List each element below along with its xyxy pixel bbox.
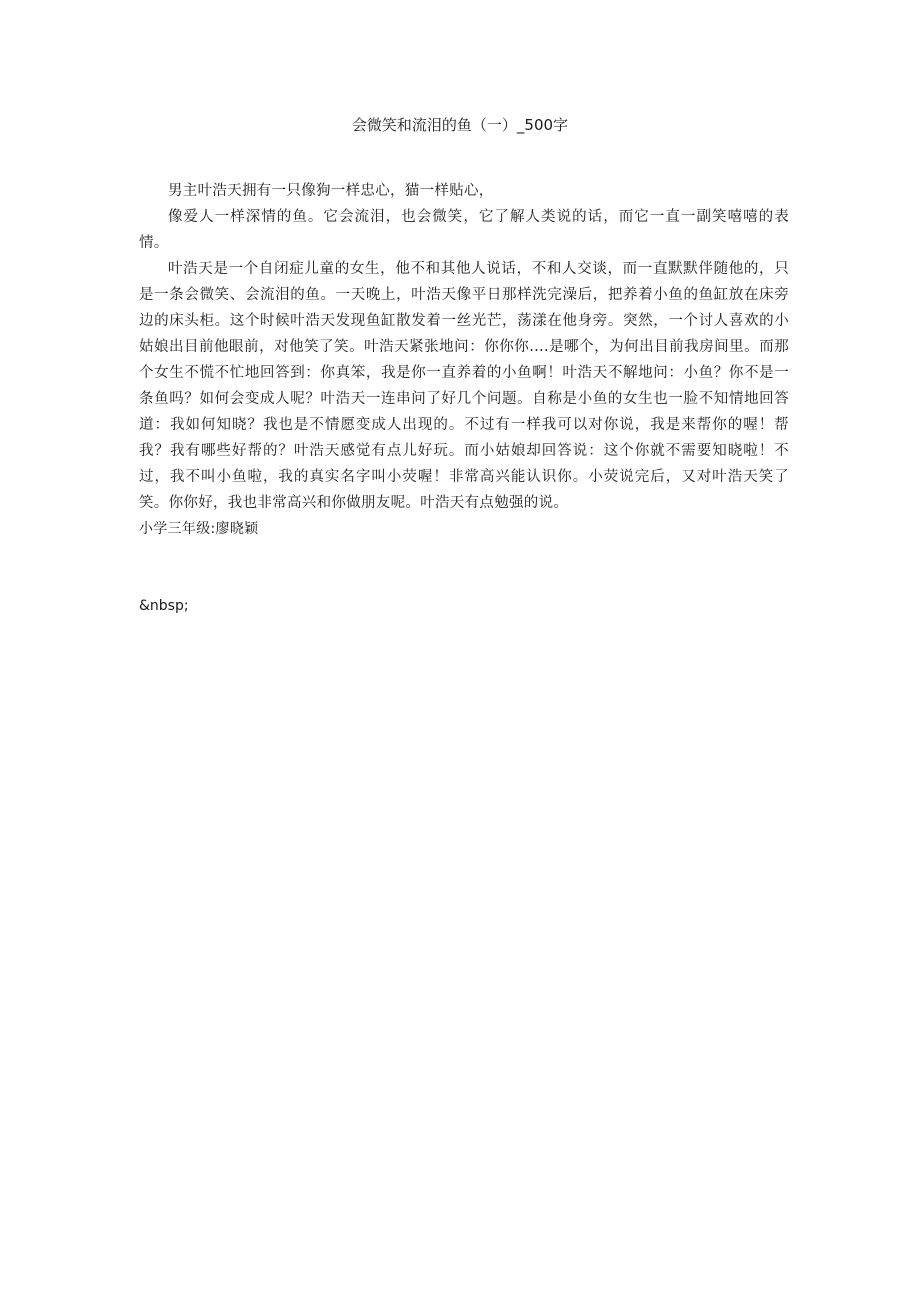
paragraph-3: 叶浩天是一个自闭症儿童的女生，他不和其他人说话，不和人交谈，而一直默默伴随他的，只是一条会微笑、会流泪的鱼。一天晚上，叶浩天像平日那样洗完澡后，把养着小鱼的鱼缸放在床旁边的床头柜。这个时候叶浩天发现鱼缸散发着一丝光芒，荡漾在他身旁。突然，一个讨人喜欢的小姑娘出目前他眼前，对他笑了笑。叶浩天紧张地问：你你你....是哪个，为何出目前我房间里。而那个女生不慌不忙地回答到：你真笨，我是你一直养着的小鱼啊！叶浩天不解地问：小鱼？你不是一条鱼吗？如何会变成人呢？叶浩天一连串问了好几个问题。自称是小鱼的女生也一脸不知情地回答道：我如何知晓？我也是不情愿变成人出现的。不过有一样我可以对你说，我是来帮你的喔！帮我？我有哪些好帮的？叶浩天感觉有点儿好玩。而小姑娘却回答说：这个你就不需要知晓啦！不过，我不叫小鱼啦，我的真实名字叫小荧喔！非常高兴能认识你。小荧说完后，又对叶浩天笑了笑。你你好，我也非常高兴和你做朋友呢。叶浩天有点勉强的说。 [139,261,789,511]
trailing-entity-text: &nbsp; [139,598,189,614]
author-signature: 小学三年级:廖晓颖 [139,521,259,537]
document-title: 会微笑和流泪的鱼（一）_500字 [351,116,569,134]
document-body [139,178,789,542]
paragraph-2: 像爱人一样深情的鱼。它会流泪，也会微笑，它了解人类说的话，而它一直一副笑嘻嘻的表情。 [139,209,789,251]
paragraph-1: 男主叶浩天拥有一只像狗一样忠心，猫一样贴心， [168,183,494,199]
